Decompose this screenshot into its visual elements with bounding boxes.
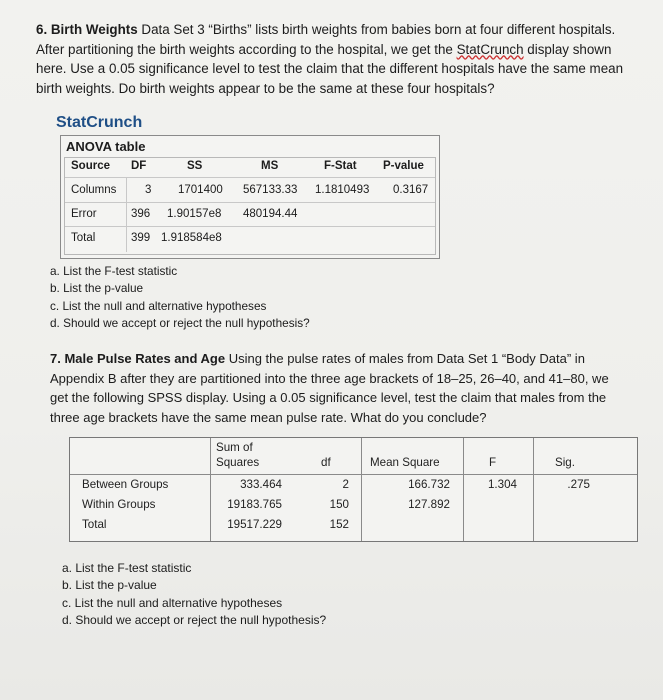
spss-cell-sig: .275 [567,478,590,491]
anova-cell-ss: 1.918584e8 [161,232,222,244]
anova-cell-df: 399 [131,232,151,244]
question-6-text [36,20,626,98]
anova-cell-ms: 567133.33 [243,184,298,196]
list-item: d. Should we accept or reject the null hypothesis? [62,612,327,627]
list-item: d. Should we accept or reject the null hypothesis? [50,315,310,330]
row-divider [70,474,637,475]
anova-cell-source: Columns [71,184,117,196]
anova-table-title: ANOVA table [66,139,146,154]
spss-cell-ms: 166.732 [408,478,450,491]
spss-header-f: F [489,456,497,469]
anova-cell-df: 3 [145,184,152,196]
anova-header-df: DF [131,160,147,172]
statcrunch-link[interactable]: StatCrunch [456,41,524,57]
anova-cell-ms: 480194.44 [243,208,298,220]
anova-cell-pvalue: 0.3167 [393,184,429,196]
question-7-title: 7. Male Pulse Rates and Age [50,351,226,366]
list-item: b. List the p-value [50,281,144,296]
spss-header-mean-square: Mean Square [370,456,440,469]
anova-cell-df: 396 [131,208,151,220]
spss-row-label: Between Groups [82,478,169,491]
spss-cell-f: 1.304 [487,478,517,491]
spss-cell-df: 150 [329,498,349,511]
row-divider [65,226,435,227]
anova-header-fstat: F-Stat [324,160,357,172]
question-7-subparts [62,560,326,629]
question-7-body: Using the pulse rates of males from Data Set 1 “Body Data” in Appendix B after they are partitioned into the three age brackets of 18–25, 26–40, and 41–80, we get the following SPSS display. Using a 0.05 significance level, test the claim that males from the three age brackets have the same mean pulse rate. What do you conclude? [50,351,609,425]
anova-header-source: Source [71,160,110,172]
anova-cell-source: Error [71,208,97,220]
row-divider [65,202,435,203]
spss-cell-ss: 19183.765 [227,498,282,511]
anova-header-ms: MS [261,160,279,172]
anova-table-grid [64,157,436,255]
spss-header-squares: Squares [216,456,260,469]
list-item: c. List the null and alternative hypotheses [50,298,267,313]
question-7-text [50,349,628,427]
anova-cell-ss: 1701400 [178,184,223,196]
question-6-body: Data Set 3 “Births” lists birth weights from babies born at four different hospitals. After partitioning the birth weights according to the hospital, we get the [36,22,616,57]
question-6-title: 6. Birth Weights [36,22,138,37]
col-divider [361,438,362,541]
spss-cell-df: 2 [342,478,349,491]
row-divider [65,177,435,178]
spss-row-label: Total [82,518,107,531]
spss-header-sig: Sig. [555,456,575,469]
list-item: b. List the p-value [62,578,157,593]
question-6-body-end: display shown here. Use a 0.05 significance level to test the claim that the different hospitals have the same mean birth weights. Do birth weights appear to be the same at these four hospitals? [36,41,624,96]
anova-cell-source: Total [71,232,96,244]
list-item: a. List the F-test statistic [50,264,178,278]
anova-cell-ss: 1.90157e8 [167,208,222,220]
anova-table [60,135,440,259]
spss-anova-table [69,437,638,542]
spss-row-label: Within Groups [82,498,156,511]
statcrunch-logo: StatCrunch [56,114,143,131]
col-divider [126,177,127,252]
spss-cell-ss: 333.464 [240,478,282,491]
spss-cell-ms: 127.892 [408,498,450,511]
spss-header-df: df [321,456,331,469]
anova-header-pvalue: P-value [383,160,424,172]
spss-header-sum-of: Sum of [216,441,253,454]
anova-header-ss: SS [187,160,203,172]
question-6-subparts [50,263,310,332]
spss-cell-ss: 19517.229 [227,518,282,531]
spss-cell-df: 152 [329,518,349,531]
list-item: c. List the null and alternative hypotheses [62,595,283,610]
list-item: a. List the F-test statistic [62,561,192,575]
anova-cell-fstat: 1.1810493 [315,184,370,196]
